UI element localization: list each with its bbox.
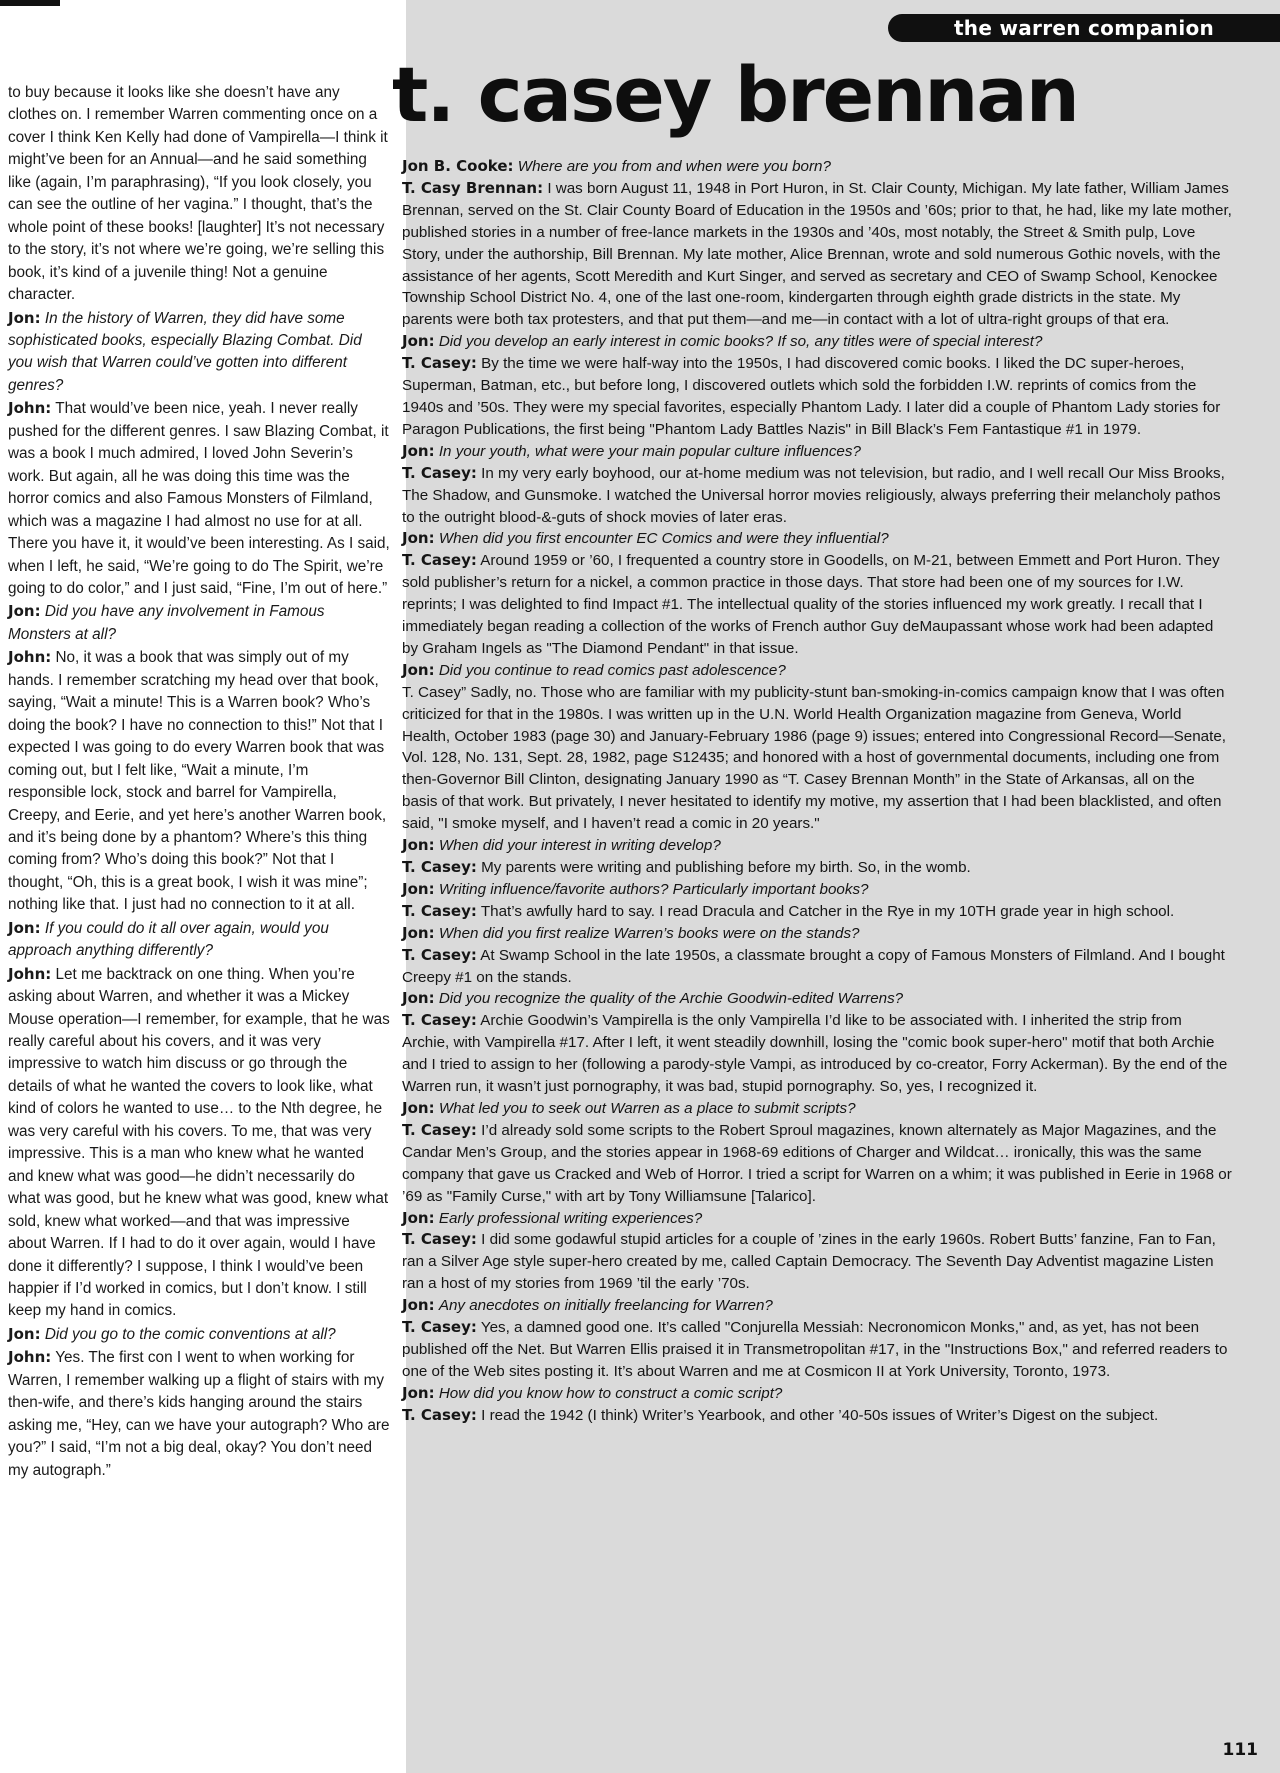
speaker-label: Jon:	[402, 1296, 435, 1315]
speaker-label: T. Casey:	[402, 901, 477, 920]
question-text: What led you to seek out Warren as a place to submit scripts?	[438, 1099, 856, 1117]
answer-text: Yes, a damned good one. It’s called "Conjurella Messiah: Necronomicon Monks," and, as yet, has not been published off the Net. But Warren Ellis praised it in Transmetropolitan #17, in the "Instructions Box," and referred readers to one of the Web sites posting it. It’s about Warren and me at Cosmicon II at York University, Toronto, 1973.	[402, 1319, 1228, 1380]
speaker-label: John:	[8, 648, 52, 667]
interview-paragraph	[402, 441, 1232, 463]
interview-paragraph	[402, 988, 1232, 1010]
question-text: Early professional writing experiences?	[438, 1209, 703, 1227]
question-text: In your youth, what were your main popular culture influences?	[438, 442, 861, 460]
speaker-label: John:	[8, 399, 52, 418]
speaker-label: Jon:	[402, 441, 435, 460]
interview-paragraph	[402, 528, 1232, 550]
answer-text: Around 1959 or ’60, I frequented a country store in Goodells, on M-21, between Emmett and Port Huron. They sold publisher’s return for a nickel, a common practice in those days. That store had been one of my sources for I.W. reprints; I was delighted to find Impact #1. The intellectual quality of the stories influenced my work greatly. I recall that I immediately began reading a collection of the works of French author Guy deMaupassant whose work had been adapted by Graham Ingels as "The Diamond Pendant" in that issue.	[402, 552, 1220, 657]
answer-text: to buy because it looks like she doesn’t have any clothes on. I remember Warren commenting once on a cover I think Ken Kelly had done of Vampirella—I think it might’ve been for an Annual—and he said something like (again, I’m paraphrasing), “If you look closely, you can see the outline of her vagina.” I thought, that’s the whole point of these books! [laughter] It’s not necessary to the story, it’s not where we’re going, we’re selling this book, it’s kind of a juvenile thing! Not a genuine character.	[8, 84, 388, 304]
question-text: When did your interest in writing develop?	[438, 837, 721, 855]
speaker-label: T. Casey:	[402, 1120, 477, 1139]
left-paragraph	[8, 397, 390, 600]
speaker-label: T. Casey:	[402, 1405, 477, 1424]
answer-text: I’d already sold some scripts to the Robert Sproul magazines, known alternately as Major Magazines, and the Candar Men’s Group, and the stories appear in 1968-69 editions of Charger and Wildcat… ironically, this was the same company that gave us Cracked and Web of Horror. I tried a script for Warren on a whim; it was published in Eerie in 1968 or ’69 as "Family Curse," with art by Tony Williamsune [Talarico].	[402, 1121, 1232, 1205]
answer-text: I did some godawful stupid articles for a couple of ’zines in the early 1960s. Robert Butts’ fanzine, Fan to Fan, ran a Silver Age style super-hero created by me, called Captain Democracy. The Seventh Day Adventist magazine Listen ran a host of my stories from 1969 ’til the early ’70s.	[402, 1231, 1216, 1293]
top-rule	[0, 0, 60, 6]
speaker-label: John:	[8, 964, 52, 983]
speaker-label: Jon:	[8, 1324, 41, 1343]
left-column-continued-interview	[8, 82, 390, 1482]
answer-text: T. Casey” Sadly, no. Those who are familiar with my publicity-stunt ban-smoking-in-comics campaign know that I was often criticized for that in the 1980s. I was written up in the U.N. World Health Organization magazine from Geneva, World Health, October 1983 (page 30) and January-February 1986 (page 9) issues; entered into Congressional Record—Senate, Vol. 128, No. 131, Sept. 28, 1982, page S12435; and honored with a host of governmental documents, including one from then-Governor Bill Clinton, designating January 1990 as “T. Casey Brennan Month” in the State of Arkansas, all on the basis of that work. But privately, I never hesitated to identify my motive, my assertion that I had been blacklisted, and often said, "I smoke myself, and I haven’t read a comic in 20 years."	[402, 683, 1226, 833]
interview-column	[402, 156, 1232, 1427]
question-text: Did you continue to read comics past adolescence?	[438, 661, 786, 679]
interview-paragraph	[402, 1317, 1232, 1383]
interview-paragraph	[402, 1208, 1232, 1230]
interview-paragraph	[402, 1098, 1232, 1120]
left-paragraph	[8, 963, 390, 1323]
interview-paragraph	[402, 923, 1232, 945]
speaker-label: Jon:	[402, 332, 435, 351]
answer-text: My parents were writing and publishing before my birth. So, in the womb.	[481, 859, 971, 876]
interview-paragraph	[402, 1010, 1232, 1098]
speaker-label: T. Casey:	[402, 858, 477, 876]
question-text: Writing influence/favorite authors? Particularly important books?	[438, 880, 869, 898]
answer-text: That would’ve been nice, yeah. I never really pushed for the different genres. I saw Blazing Combat, it was a book I much admired, I loved John Severin’s work. But again, all he was doing this time was the horror comics and also Famous Monsters of Filmland, which was a magazine I had almost no use for at all. There you have it, it would’ve been interesting. As I said, when I left, he said, “We’re going to do The Spirit, we’re going to do color,” and I just said, “Fine, I’m out of here.”	[8, 400, 390, 597]
interview-paragraph	[402, 1383, 1232, 1405]
speaker-label: Jon B. Cooke:	[402, 157, 514, 175]
question-text: Where are you from and when were you born?	[517, 158, 831, 175]
answer-text: I read the 1942 (I think) Writer’s Yearbook, and other ’40-50s issues of Writer’s Digest on the subject.	[481, 1406, 1159, 1424]
interview-paragraph	[402, 1120, 1232, 1208]
left-paragraph	[8, 600, 390, 646]
speaker-label: Jon:	[402, 660, 435, 679]
interview-paragraph	[402, 857, 1232, 879]
interview-paragraph	[402, 178, 1232, 331]
speaker-label: Jon:	[8, 602, 41, 621]
interview-paragraph	[402, 463, 1232, 529]
question-text: Did you recognize the quality of the Archie Goodwin-edited Warrens?	[438, 990, 904, 1008]
question-text: When did you first realize Warren’s books were on the stands?	[438, 924, 860, 942]
answer-text: By the time we were half-way into the 1950s, I had discovered comic books. I liked the DC super-heroes, Superman, Batman, etc., but before long, I discovered outlets which sold the forbidden I.W. reprints of comics from the 1940s and ’50s. They were my special favorites, especially Phantom Lady. I later did a couple of Phantom Lady stories for Paragon Publications, the first being "Phantom Lady Battles Nazis" in Bill Black’s Fem Fantastique #1 in 1979.	[402, 355, 1221, 438]
left-paragraph	[8, 1323, 390, 1346]
interview-paragraph	[402, 682, 1232, 835]
speaker-label: Jon:	[402, 879, 435, 898]
left-paragraph	[8, 307, 390, 398]
interview-paragraph	[402, 156, 1232, 178]
speaker-label: Jon:	[402, 1098, 435, 1117]
interview-paragraph	[402, 331, 1232, 353]
question-text: In the history of Warren, they did have some sophisticated books, especially Blazing Combat. Did you wish that Warren could’ve gotten into different genres?	[8, 309, 362, 394]
answer-text: Archie Goodwin’s Vampirella is the only Vampirella I’d like to be associated with. I inherited the strip from Archie, with Vampirella #17. After I left, it went steadily downhill, losing the "comic book super-hero" motif that both Archie and I tried to assign to her (following a parody-style Vampi, as introduced by co-creator, Forry Ackerman). By the end of the Warren run, it wasn’t just pornography, it was bad, stupid pornography. So, yes, I recognized it.	[402, 1012, 1228, 1096]
interview-paragraph	[402, 353, 1232, 441]
speaker-label: Jon:	[402, 923, 435, 942]
answer-text: No, it was a book that was simply out of my hands. I remember scratching my head over that book, saying, “Wait a minute! This is a Warren book? Who’s doing the book? I have no connection to this!” Not that I expected I was going to do every Warren book that was coming out, but I felt like, “Wait a minute, I’m responsible lock, stock and barrel for Vampirella, Creepy, and Eerie, and yet here’s another Warren book, and it’s being done by a phantom? Where’s this thing coming from? Who’s doing this book?” Not that I thought, “Oh, this is a great book, I wish it was mine”; nothing like that. I just had no connection to it at all.	[8, 649, 387, 914]
left-paragraph	[8, 646, 390, 916]
question-text: How did you know how to construct a comic script?	[438, 1384, 783, 1402]
answer-text: At Swamp School in the late 1950s, a classmate brought a copy of Famous Monsters of Filmland. And I bought Creepy #1 on the stands.	[402, 946, 1225, 986]
speaker-label: Jon:	[402, 836, 435, 855]
question-text: Did you have any involvement in Famous Monsters at all?	[8, 603, 325, 643]
left-paragraph	[8, 1346, 390, 1482]
interview-paragraph	[402, 1229, 1232, 1295]
speaker-label: Jon:	[402, 529, 435, 548]
left-paragraph	[8, 82, 390, 307]
speaker-label: Jon:	[8, 308, 41, 327]
speaker-label: T. Casey:	[402, 945, 477, 964]
interview-paragraph	[402, 660, 1232, 682]
speaker-label: T. Casey:	[402, 1011, 477, 1030]
question-text: If you could do it all over again, would you approach anything differently?	[8, 919, 329, 960]
answer-text: Yes. The first con I went to when working for Warren, I remember walking up a flight of stairs with my then-wife, and there’s kids hanging around the stairs asking me, “Hey, can we have your autograph? Who are you?” I said, “I’m not a big deal, okay? You don’t need my autograph.”	[8, 1349, 390, 1479]
page-number: 111	[1222, 1740, 1258, 1760]
interview-paragraph	[402, 835, 1232, 857]
speaker-label: Jon:	[402, 989, 435, 1008]
answer-text: I was born August 11, 1948 in Port Huron, in St. Clair County, Michigan. My late father, William James Brennan, served on the St. Clair County Board of Education in the 1950s and ’60s; prior to that, he had, like my late mother, published stories in a number of free-lance markets in the 1930s and ’40s, most notably, the Street & Smith pulp, Love Story, under the authorship, Bill Brennan. My late mother, Alice Brennan, wrote and sold numerous Gothic novels, with the assistance of her agents, Scott Meredith and Kurt Singer, and served as secretary and CEO of Swamp School, Kenockee Township School District No. 4, one of the last one-room, kindergarten through eighth grade districts in the state. My parents were both tax protesters, and that put them—and me—in contact with a lot of ultra-right groups of that era.	[402, 179, 1232, 329]
interview-paragraph	[402, 901, 1232, 923]
speaker-label: T. Casey:	[402, 463, 477, 482]
interview-paragraph	[402, 1295, 1232, 1317]
speaker-label: T. Casey:	[402, 1318, 477, 1337]
question-text: When did you first encounter EC Comics and were they influential?	[438, 530, 889, 548]
speaker-label: T. Casey:	[402, 1230, 477, 1249]
speaker-label: Jon:	[402, 1383, 435, 1402]
interview-paragraph	[402, 945, 1232, 989]
article-title: t. casey brennan	[392, 50, 1078, 139]
question-text: Did you develop an early interest in comic books? If so, any titles were of special interest?	[438, 333, 1043, 351]
interview-paragraph	[402, 550, 1232, 660]
speaker-label: T. Casey:	[402, 354, 477, 373]
interview-paragraph	[402, 879, 1232, 901]
speaker-label: John:	[8, 1348, 52, 1367]
answer-text: That’s awfully hard to say. I read Dracula and Catcher in the Rye in my 10TH grade year in high school.	[480, 902, 1175, 920]
section-banner: the warren companion	[888, 14, 1280, 42]
question-text: Any anecdotes on initially freelancing for Warren?	[438, 1297, 773, 1315]
answer-text: In my very early boyhood, our at-home medium was not television, but radio, and I well recall Our Miss Brooks, The Shadow, and Gunsmoke. I watched the Universal horror movies religiously, always preferring their melancholy pathos to the outright blood-&-guts of shock movies of later eras.	[402, 464, 1225, 526]
interview-paragraph	[402, 1405, 1232, 1427]
speaker-label: T. Casey:	[402, 551, 477, 570]
speaker-label: Jon:	[8, 918, 41, 937]
left-paragraph	[8, 917, 390, 963]
answer-text: Let me backtrack on one thing. When you’re asking about Warren, and whether it was a Mickey Mouse operation—I remember, for example, that he was really careful about his covers, and it was very impressive to watch him discuss or go through the details of what he wanted the covers to look like, what kind of colors he wanted to use… to the Nth degree, he was very careful with his covers. To me, that was very impressive. This is a man who knew what he wanted and knew what was good—he didn’t necessarily do what was good, but he knew what was good, knew what sold, knew what worked—and that was impressive about Warren. If I had to do it over again, would I have done it differently? I suppose, I think I would’ve been happier if I’d worked in comics, but I don’t know. I still keep my hand in comics.	[8, 965, 390, 1320]
speaker-label: Jon:	[402, 1208, 435, 1227]
question-text: Did you go to the comic conventions at all?	[44, 1325, 336, 1343]
speaker-label: T. Casy Brennan:	[402, 178, 544, 197]
